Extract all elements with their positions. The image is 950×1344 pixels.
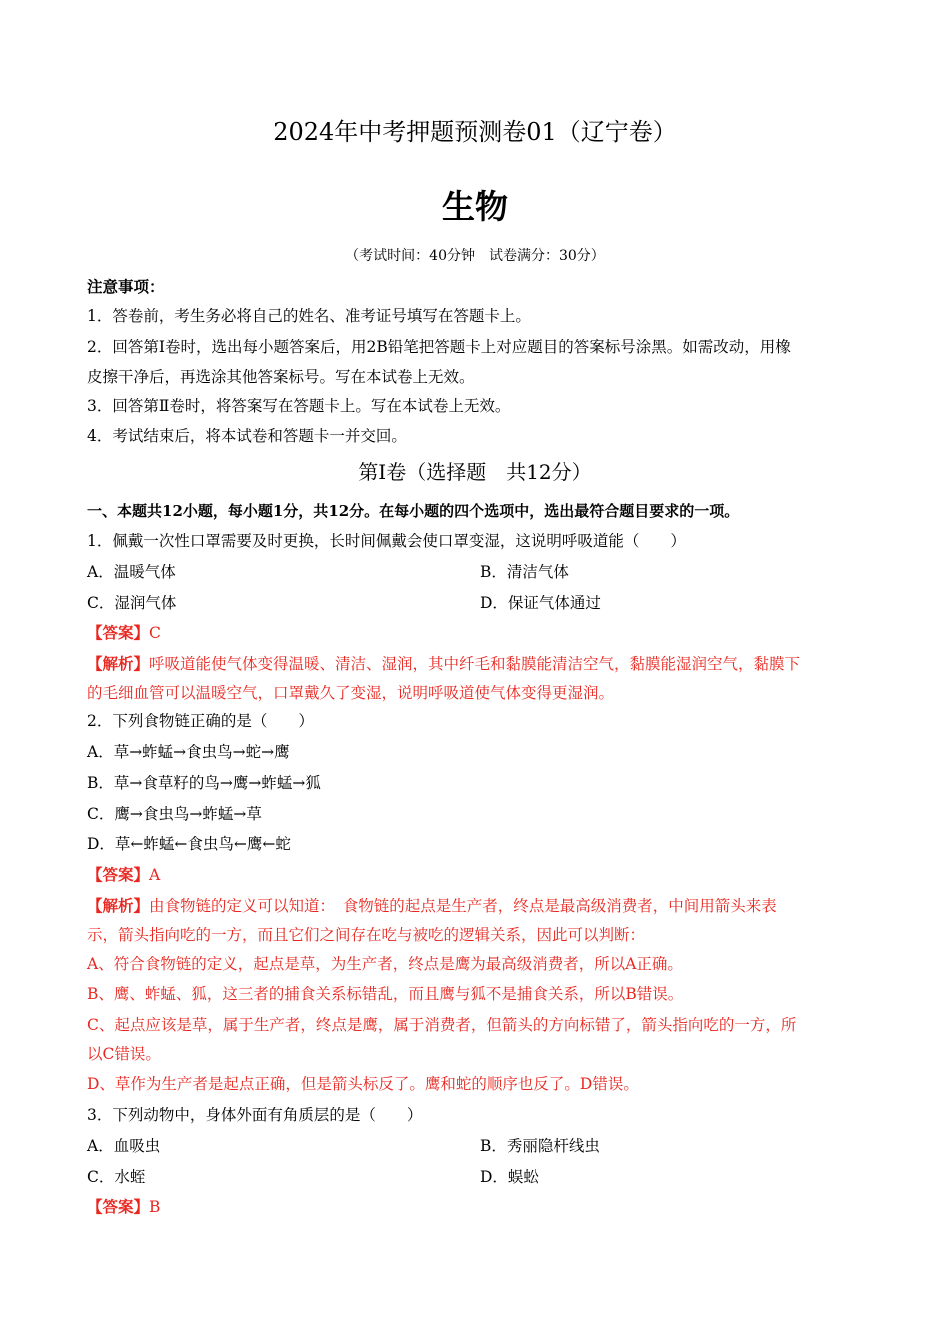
question-2-analysis (87, 896, 867, 916)
note-item: 2．回答第Ⅰ卷时，选出每小题答案后，用2B铅笔把答题卡上对应题目的答案标号涂黑。如需改动，用橡 (87, 338, 791, 356)
analysis-tag: 【解析】 (87, 654, 150, 673)
question-3-option-b: B．秀丽隐杆线虫 (480, 1137, 600, 1155)
question-1-stem: 1．佩戴一次性口罩需要及时更换，长时间佩戴会使口罩变湿，这说明呼吸道能（ ） (87, 532, 686, 550)
answer-tag: 【答案】 (87, 1197, 150, 1216)
answer-tag: 【答案】 (87, 865, 150, 884)
analysis-tag: 【解析】 (87, 896, 150, 915)
question-3-answer (87, 1197, 867, 1217)
question-1-option-c: C．湿润气体 (87, 594, 177, 612)
exam-title: 2024年中考押题预测卷01（辽宁卷） (273, 118, 677, 146)
question-1-answer (87, 623, 867, 643)
question-2-option-d: D．草←蚱蜢←食虫鸟←鹰←蛇 (87, 835, 291, 853)
question-3-option-a: A．血吸虫 (87, 1137, 161, 1155)
exam-info: （考试时间：40分钟 试卷满分：30分） (345, 248, 605, 264)
question-2-answer (87, 865, 867, 885)
question-1-analysis (87, 654, 867, 674)
question-2-analysis-a: A、符合食物链的定义，起点是草，为生产者，终点是鹰为最高级消费者，所以A正确。 (87, 955, 683, 973)
question-3-stem: 3．下列动物中，身体外面有角质层的是（ ） (87, 1106, 423, 1124)
question-2-analysis-cont: 示，箭头指向吃的一方，而且它们之间存在吃与被吃的逻辑关系，因此可以判断： (87, 926, 646, 944)
subject-title: 生物 (442, 187, 508, 226)
analysis-text: 由食物链的定义可以知道： 食物链的起点是生产者，终点是最高级消费者，中间用箭头来表 (149, 897, 777, 915)
section-title: 第Ⅰ卷（选择题 共12分） (358, 460, 592, 484)
question-2-stem: 2．下列食物链正确的是（ ） (87, 712, 314, 730)
note-item: 1．答卷前，考生务必将自己的姓名、准考证号填写在答题卡上。 (87, 307, 531, 325)
question-1-option-b: B．清洁气体 (480, 563, 569, 581)
question-1-option-d: D．保证气体通过 (480, 594, 601, 612)
answer-value: A (149, 866, 161, 884)
note-item: 4．考试结束后，将本试卷和答题卡一并交回。 (87, 427, 407, 445)
answer-tag: 【答案】 (87, 623, 150, 642)
question-2-analysis-c: C、起点应该是草，属于生产者，终点是鹰，属于消费者，但箭头的方向标错了，箭头指向吃的一方，所 (87, 1016, 797, 1034)
question-2-option-a: A．草→蚱蜢→食虫鸟→蛇→鹰 (87, 743, 290, 761)
question-2-analysis-c-cont: 以C错误。 (87, 1045, 161, 1063)
note-item: 3．回答第Ⅱ卷时，将答案写在答题卡上。写在本试卷上无效。 (87, 397, 511, 415)
question-2-analysis-d: D、草作为生产者是起点正确，但是箭头标反了。鹰和蛇的顺序也反了。D错误。 (87, 1075, 639, 1093)
question-2-option-b: B．草→食草籽的鸟→鹰→蚱蜢→狐 (87, 774, 321, 792)
question-2-analysis-b: B、鹰、蚱蜢、狐，这三者的捕食关系标错乱，而且鹰与狐不是捕食关系，所以B错误。 (87, 985, 684, 1003)
question-1-analysis-cont: 的毛细血管可以温暖空气，口罩戴久了变湿，说明呼吸道使气体变得更湿润。 (87, 684, 615, 702)
analysis-text: 呼吸道能使气体变得温暖、清洁、湿润，其中纤毛和黏膜能清洁空气，黏膜能湿润空气，黏膜下 (149, 655, 801, 673)
question-3-option-d: D．蜈蚣 (480, 1168, 539, 1186)
section-instruction: 一、本题共12小题，每小题1分，共12分。在每小题的四个选项中，选出最符合题目要求的一项。 (87, 502, 740, 520)
note-item: 皮擦干净后，再选涂其他答案标号。写在本试卷上无效。 (87, 368, 475, 386)
question-1-option-a: A．温暖气体 (87, 563, 176, 581)
question-3-option-c: C．水蛭 (87, 1168, 146, 1186)
answer-value: B (149, 1198, 161, 1216)
notes-heading: 注意事项： (87, 277, 165, 296)
question-2-option-c: C．鹰→食虫鸟→蚱蜢→草 (87, 805, 262, 823)
answer-value: C (149, 624, 161, 642)
